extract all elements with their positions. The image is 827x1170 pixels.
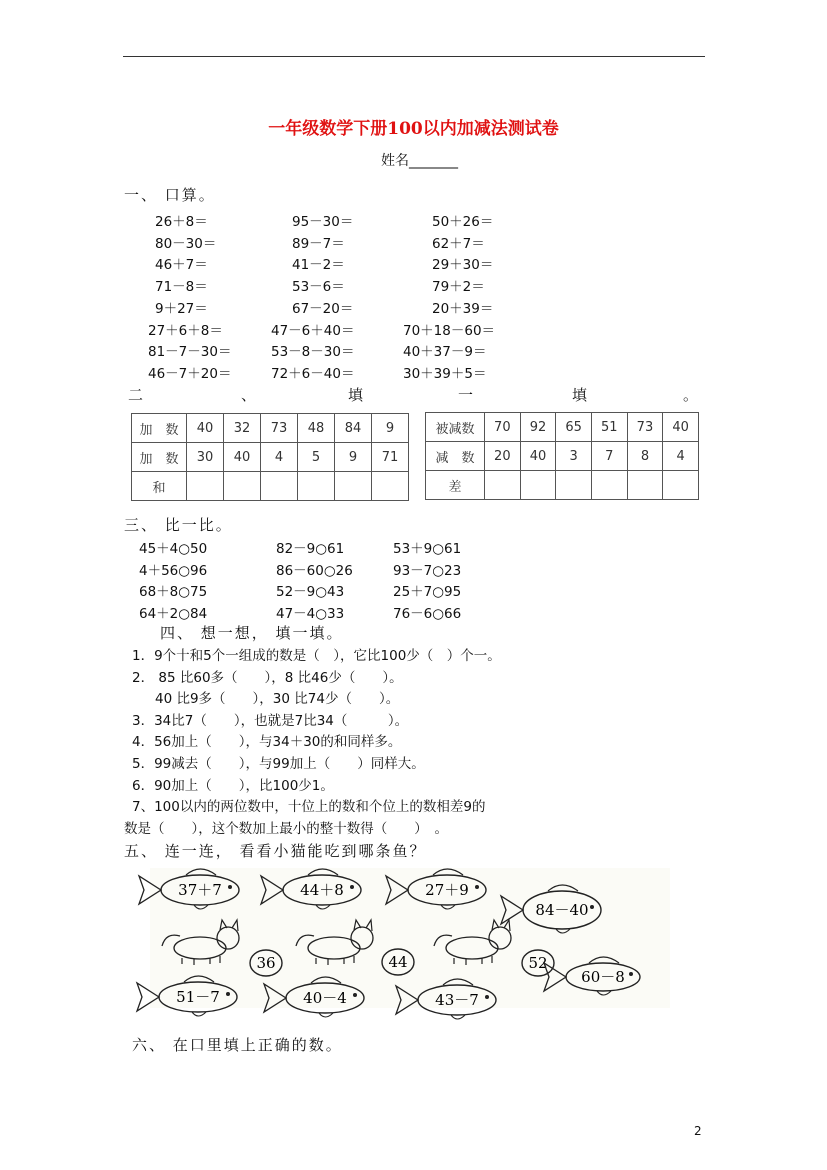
calc-item: 72＋6－40＝ <box>271 365 355 382</box>
table-cell: 71 <box>372 443 409 472</box>
fish-label: 27＋9 <box>425 881 469 899</box>
calc-item: 41－2＝ <box>292 257 345 274</box>
question-line: 3．34比7（ ），也就是7比34（ ）。 <box>132 712 409 729</box>
table-cell: 9 <box>372 414 409 443</box>
compare-item: 64＋2○84 <box>139 605 208 622</box>
calc-item: 30＋39＋5＝ <box>403 365 487 382</box>
section-6-heading: 六、 在口里填上正确的数。 <box>132 1036 343 1054</box>
table-cell: 5 <box>298 443 335 472</box>
calc-item: 46＋7＝ <box>155 257 208 274</box>
compare-item: 82－9○61 <box>276 541 345 557</box>
calc-item: 20＋39＝ <box>432 300 494 317</box>
table-cell: 73 <box>627 413 663 442</box>
table-cell: 32 <box>224 414 261 443</box>
page-number: 2 <box>694 1124 702 1138</box>
calc-item: 80－30＝ <box>155 235 217 252</box>
fish-label: 37＋7 <box>178 881 222 899</box>
table-cell: 48 <box>298 414 335 443</box>
table-cell: 4 <box>663 442 699 471</box>
table-cell: 40 <box>224 443 261 472</box>
question-line: 7、100以内的两位数中，十位上的数和个位上的数相差9的 <box>132 799 486 816</box>
table-cell: 40 <box>187 414 224 443</box>
table-cell: 4 <box>261 443 298 472</box>
compare-item: 4＋56○96 <box>139 562 208 579</box>
question-line: 40 比9多（ ），30 比74少（ ）。 <box>155 691 400 708</box>
table-cell: 8 <box>627 442 663 471</box>
question-line: 1．9个十和5个一组成的数是（ ），它比100少（ ）个一。 <box>132 648 501 664</box>
calc-item: 71－8＝ <box>155 279 208 296</box>
table-cell: 被减数 <box>426 413 485 442</box>
section-2-heading-e: 填 <box>572 386 590 404</box>
table-cell: 9 <box>335 443 372 472</box>
section-2-heading-b: 、 <box>241 386 259 404</box>
fish-label: 43－7 <box>435 991 479 1009</box>
table-cell: 和 <box>132 472 187 501</box>
circle-label: 44 <box>388 953 408 971</box>
fish-label: 84－40 <box>535 901 589 919</box>
calc-item: 50＋26＝ <box>432 214 494 230</box>
calc-item: 53－6＝ <box>292 279 345 296</box>
question-line: 5．99减去（ ），与99加上（ ）同样大。 <box>132 756 425 772</box>
table-cell: 51 <box>591 413 627 442</box>
table-cell: 92 <box>520 413 556 442</box>
question-line: 2． 85 比60多（ ），8 比46少（ ）。 <box>132 669 403 686</box>
page-title: 一年级数学下册100以内加减法测试卷 <box>268 119 559 139</box>
calc-item: 67－20＝ <box>292 300 354 317</box>
table-cell: 70 <box>485 413 521 442</box>
table-cell: 40 <box>663 413 699 442</box>
question-line: 6．90加上（ ），比100少1。 <box>132 777 334 794</box>
section-2-heading-c: 填 <box>348 386 366 404</box>
section-4-heading: 四、 想一想， 填一填。 <box>160 624 344 642</box>
fish-label: 44＋8 <box>300 881 344 899</box>
table-cell: 65 <box>556 413 592 442</box>
table-cell: 3 <box>556 442 592 471</box>
table-cell: 减 数 <box>426 442 485 471</box>
section-1-heading: 一、 口算。 <box>124 186 216 204</box>
compare-item: 68＋8○75 <box>139 584 208 600</box>
calc-item: 79＋2＝ <box>432 279 485 296</box>
compare-item: 93－7○23 <box>393 562 462 579</box>
section-5-heading: 五、 连一连， 看看小猫能吃到哪条鱼？ <box>124 842 427 860</box>
section-2-heading-a: 二 <box>128 386 146 404</box>
calc-item: 95－30＝ <box>292 214 354 230</box>
question-line: 4．56加上（ ），与34＋30的和同样多。 <box>132 734 402 751</box>
compare-item: 52－9○43 <box>276 584 345 600</box>
fish-label: 51－7 <box>176 988 220 1006</box>
table-cell: 84 <box>335 414 372 443</box>
section-2-heading-d: 一 <box>458 386 476 404</box>
calc-item: 53－8－30＝ <box>271 344 355 361</box>
calc-item: 27＋6＋8＝ <box>148 322 223 339</box>
fish-label: 60－8 <box>581 968 625 986</box>
section-2-heading-f: 。 <box>683 386 701 404</box>
calc-item: 40＋37－9＝ <box>403 344 487 361</box>
compare-item: 76－6○66 <box>393 605 462 622</box>
fish-label: 40－4 <box>303 989 347 1007</box>
compare-item: 86－60○26 <box>276 562 353 579</box>
section-3-heading: 三、 比一比。 <box>124 516 233 534</box>
calc-item: 9＋27＝ <box>155 300 208 317</box>
circle-label: 36 <box>256 954 276 972</box>
compare-item: 53＋9○61 <box>393 541 462 557</box>
calc-item: 47－6＋40＝ <box>271 322 355 339</box>
calc-item: 26＋8＝ <box>155 214 208 230</box>
compare-item: 45＋4○50 <box>139 541 208 557</box>
calc-item: 46－7＋20＝ <box>148 365 232 382</box>
table-cell: 差 <box>426 471 485 500</box>
calc-item: 89－7＝ <box>292 235 345 252</box>
calc-item: 70＋18－60＝ <box>403 322 496 339</box>
question-line: 数是（ ），这个数加上最小的整十数得（ ） 。 <box>124 820 448 837</box>
name-field: 姓名_______ <box>381 153 458 169</box>
calc-item: 62＋7＝ <box>432 235 485 252</box>
calc-item: 29＋30＝ <box>432 257 494 274</box>
table-cell: 20 <box>485 442 521 471</box>
calc-item: 81－7－30＝ <box>148 344 232 361</box>
table-cell: 40 <box>520 442 556 471</box>
compare-item: 47－4○33 <box>276 605 345 622</box>
table-cell: 30 <box>187 443 224 472</box>
table-cell: 加 数 <box>132 443 187 472</box>
table-cell: 7 <box>591 442 627 471</box>
table-cell: 加 数 <box>132 414 187 443</box>
compare-item: 25＋7○95 <box>393 584 462 600</box>
circle-label: 52 <box>528 954 548 972</box>
table-cell: 73 <box>261 414 298 443</box>
